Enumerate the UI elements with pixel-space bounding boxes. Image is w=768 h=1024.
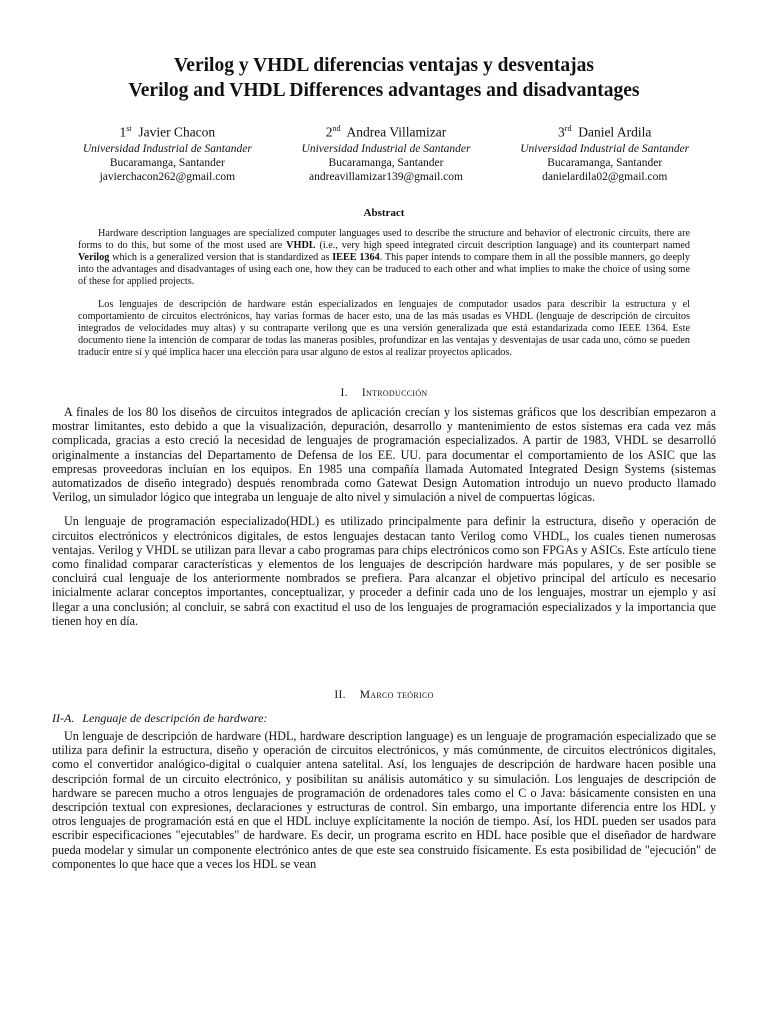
author-name: Javier Chacon [138, 124, 216, 140]
author-ordinal-suffix: nd [332, 124, 341, 133]
title-english: Verilog and VHDL Differences advantages and disadvantages [128, 80, 640, 101]
section-heading-introduccion: I. Introducción [340, 387, 428, 399]
author-city: Bucaramanga, Santander [109, 156, 225, 169]
author-email: andreavillamizar139@gmail.com [309, 171, 463, 184]
author-ordinal: 2 [325, 124, 333, 140]
author-ordinal: 1 [119, 124, 127, 140]
paragraph: A finales de los 80 los diseños de circuitos integrados de aplicación crecían y los sistemas gráficos que los describían empezaron a mostrar limitantes, esto debido a que la visualización, depuración, desarrollo y mantenimiento de estos sistemas era cada vez más complicada, gracias a esto creció la necesidad de lenguajes de programación especializados. A partir de 1983, VHDL se desarrolló originalmente a instancias del Departamento de Defensa de los EE. UU. para documentar el comportamiento de los ASIC que las empresas proveedoras incluían en los equipos. En 1985 una compañía llamada Automated Integrated Design Systems (sistemas automatizados de diseño integrado) después renombrada como Gatewat Design Automation introdujo un nuevo producto llamado Verilog, un simulador lógico que integraba un lenguaje de alto nivel y simulación a nivel de compuertas lógicas. [52, 405, 716, 505]
paper-title [40, 53, 728, 103]
author-city: Bucaramanga, Santander [547, 156, 663, 169]
section-heading-marco-teorico: II. Marco teórico [334, 689, 434, 701]
term-ieee: IEEE 1364 [332, 252, 380, 264]
author-name: Daniel Ardila [578, 124, 652, 140]
author-2 [277, 120, 496, 184]
author-name: Andrea Villamizar [346, 124, 447, 140]
abstract-spanish: Los lenguajes de descripción de hardware están especializados en lenguajes de computador usados para describir la estructura y el comportamiento de circuitos electrónicos, hay varias formas de hacer esto, una de las más usadas es VHDL (lenguaje de descripción de circuitos integrados de velocidades muy altas) y su contraparte verilong que es una versión generalizada que está estandarizada como IEEE 1364. Este documento tiene la intención de comparar de todas las maneras posibles, profundizar en las ventajas y desventajas de usar cada uno, cómo se pueden traducir entre sí y qué implica hacer una elección para usar alguno de estos al realizar proyectos aplicados. [78, 299, 690, 359]
subsection-heading: II-A. Lenguaje de descripción de hardware: [52, 711, 268, 725]
abstract-heading: Abstract [363, 207, 405, 219]
section-body-marco-teorico [52, 729, 716, 871]
term-vhdl: VHDL [286, 240, 316, 252]
author-ordinal-suffix: rd [564, 124, 572, 133]
section-body-introduccion [52, 405, 716, 628]
title-spanish: Verilog y VHDL diferencias ventajas y desventajas [174, 55, 594, 76]
author-email: javierchacon262@gmail.com [99, 171, 236, 184]
author-city: Bucaramanga, Santander [328, 156, 444, 169]
author-affiliation: Universidad Industrial de Santander [520, 142, 690, 155]
author-affiliation: Universidad Industrial de Santander [82, 142, 252, 155]
paragraph: Un lenguaje de programación especializado(HDL) es utilizado principalmente para definir la estructura, diseño y operación de circuitos electrónicos y electrónicos digitales, de estos lenguajes destacan tanto Verilog como VHDL, los cuales tienen numerosas ventajas. Verilog y VHDL se utilizan para llevar a cabo programas para chips electrónicos como son FPGAs y ASICs. Este artículo tiene como finalidad comparar características y elementos de los lenguajes de descripción hardware más populares, y de ser posible se concluirá cual lenguaje de los anteriormente nombrados se prefiera. Para alcanzar el objetivo principal del artículo es necesario inicialmente aclarar conceptos importantes, conceptualizar, y proceder a definir cada uno de los lenguajes, mostrar un ejemplo y así llegar a una conclusión; al concluir, se sabrá con exactitud el uso de los lenguajes de programación especializados y la importancia que tienen hoy en día. [52, 514, 716, 628]
abstract-english: Hardware description languages are specialized computer languages used to describe the structure and behavior of electronic circuits, there are forms to do this, but some of the most used are VHDL (i.e., very high speed integrated circuit description language) and its counterpart named Verilog which is a generalized version that is standardized as IEEE 1364. This paper intends to compare them in all the possible manners, go deeply into the advantages and disadvantages of using each one, how they can be traduced to each other and what implies to make the choice of using some of these for applied projects. [78, 228, 690, 288]
author-ordinal: 3 [558, 124, 565, 140]
author-affiliation: Universidad Industrial de Santander [301, 142, 471, 155]
author-ordinal-suffix: st [126, 124, 132, 133]
paragraph: Un lenguaje de descripción de hardware (HDL, hardware description language) es un lenguaje de programación especializado que se utiliza para definir la estructura, diseño y operación de circuitos electrónicos, y más comúnmente, de circuitos electrónicos digitales, como el convertidor analógico-digital o cualquier antena satelital. Así, los lenguajes de descripción de hardware hacen posible una descripción formal de un circuito electrónico, y posibilitan su análisis automático y su simulación. Los lenguajes de descripción de hardware se parecen mucho a otros lenguajes de programación de ordenadores tales como el C o Java: básicamente consisten en una descripción textual con expresiones, declaraciones y estructuras de control. Sin embargo, una importante diferencia entre los HDL y otros lenguajes de programación está en que el HDL incluye explícitamente la noción de tiempo. Así, los HDL pueden ser usados para escribir especificaciones "ejecutables" de hardware. Es decir, un programa escrito en HDL hace posible que el diseñador de hardware pueda modelar y simular un componente electrónico antes de que este sea construido físicamente. Es esta posibilidad de "ejecución" de componentes lo que hace que a veces los HDL se vean [52, 729, 716, 871]
term-verilog: Verilog [78, 252, 110, 264]
author-email: danielardila02@gmail.com [542, 171, 668, 184]
author-block [58, 120, 714, 184]
author-1 [58, 120, 277, 184]
author-3 [495, 120, 714, 184]
